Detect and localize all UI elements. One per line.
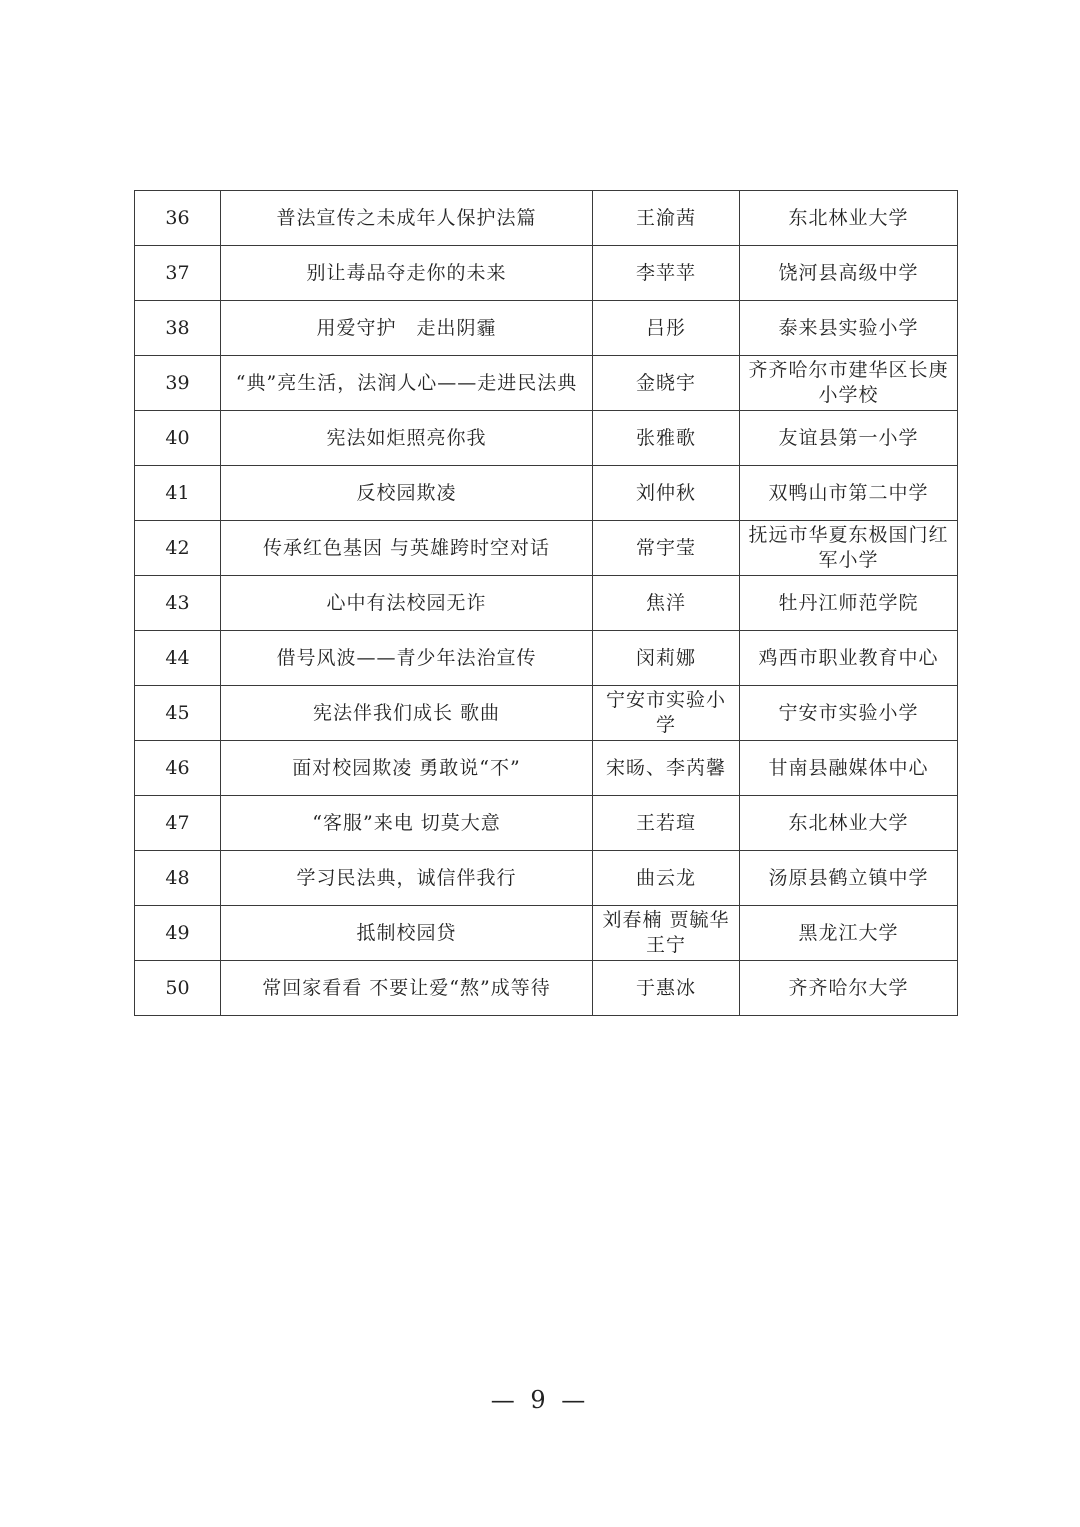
cell-author: 王渝茜 [593, 191, 740, 246]
cell-number: 41 [135, 466, 221, 521]
cell-title: 学习民法典，诚信伴我行 [221, 851, 593, 906]
cell-title: 宪法如炬照亮你我 [221, 411, 593, 466]
table-row [135, 411, 958, 466]
cell-author: 焦洋 [593, 576, 740, 631]
cell-unit: 甘南县融媒体中心 [740, 741, 958, 796]
cell-title: 借号风波——青少年法治宣传 [221, 631, 593, 686]
cell-author: 于惠冰 [593, 961, 740, 1016]
cell-number: 50 [135, 961, 221, 1016]
cell-number: 37 [135, 246, 221, 301]
cell-title: 抵制校园贷 [221, 906, 593, 961]
cell-number: 49 [135, 906, 221, 961]
cell-title: 宪法伴我们成长 歌曲 [221, 686, 593, 741]
cell-unit: 黑龙江大学 [740, 906, 958, 961]
table-row [135, 741, 958, 796]
cell-number: 38 [135, 301, 221, 356]
cell-number: 42 [135, 521, 221, 576]
cell-unit: 抚远市华夏东极国门红军小学 [740, 521, 958, 576]
cell-title: 普法宣传之未成年人保护法篇 [221, 191, 593, 246]
table-row [135, 631, 958, 686]
cell-author: 刘春楠 贾毓华 王宁 [593, 906, 740, 961]
cell-unit: 饶河县高级中学 [740, 246, 958, 301]
cell-author: 金晓宇 [593, 356, 740, 411]
cell-number: 46 [135, 741, 221, 796]
cell-unit: 泰来县实验小学 [740, 301, 958, 356]
table-row [135, 356, 958, 411]
cell-unit: 双鸭山市第二中学 [740, 466, 958, 521]
cell-title: 面对校园欺凌 勇敢说“不” [221, 741, 593, 796]
cell-author: 闵莉娜 [593, 631, 740, 686]
cell-author: 王若瑄 [593, 796, 740, 851]
cell-unit: 牡丹江师范学院 [740, 576, 958, 631]
cell-number: 44 [135, 631, 221, 686]
cell-number: 43 [135, 576, 221, 631]
table-row [135, 521, 958, 576]
cell-author: 曲云龙 [593, 851, 740, 906]
cell-author: 常宇莹 [593, 521, 740, 576]
cell-unit: 宁安市实验小学 [740, 686, 958, 741]
cell-title: 常回家看看 不要让爱“熬”成等待 [221, 961, 593, 1016]
cell-author: 李苹苹 [593, 246, 740, 301]
cell-number: 40 [135, 411, 221, 466]
cell-number: 45 [135, 686, 221, 741]
table-row [135, 466, 958, 521]
table-row [135, 576, 958, 631]
award-list-table [134, 190, 958, 1016]
table-row [135, 301, 958, 356]
cell-author: 吕彤 [593, 301, 740, 356]
cell-title: “典”亮生活，法润人心——走进民法典 [221, 356, 593, 411]
table-row [135, 851, 958, 906]
cell-author: 张雅歌 [593, 411, 740, 466]
cell-author: 宋旸、李芮馨 [593, 741, 740, 796]
cell-number: 48 [135, 851, 221, 906]
cell-unit: 汤原县鹤立镇中学 [740, 851, 958, 906]
cell-title: “客服”来电 切莫大意 [221, 796, 593, 851]
cell-title: 反校园欺凌 [221, 466, 593, 521]
page-number: — 9 — [490, 1386, 590, 1414]
cell-author: 宁安市实验小学 [593, 686, 740, 741]
table-row [135, 961, 958, 1016]
cell-title: 用爱守护 走出阴霾 [221, 301, 593, 356]
cell-title: 别让毒品夺走你的未来 [221, 246, 593, 301]
table-row [135, 686, 958, 741]
cell-number: 39 [135, 356, 221, 411]
cell-unit: 友谊县第一小学 [740, 411, 958, 466]
cell-number: 47 [135, 796, 221, 851]
table-row [135, 906, 958, 961]
cell-unit: 东北林业大学 [740, 796, 958, 851]
cell-unit: 鸡西市职业教育中心 [740, 631, 958, 686]
cell-unit: 东北林业大学 [740, 191, 958, 246]
table-row [135, 246, 958, 301]
table-body [135, 191, 958, 1016]
cell-author: 刘仲秋 [593, 466, 740, 521]
table-row [135, 191, 958, 246]
table-row [135, 796, 958, 851]
cell-unit: 齐齐哈尔市建华区长庚小学校 [740, 356, 958, 411]
cell-title: 传承红色基因 与英雄跨时空对话 [221, 521, 593, 576]
cell-unit: 齐齐哈尔大学 [740, 961, 958, 1016]
cell-title: 心中有法校园无诈 [221, 576, 593, 631]
cell-number: 36 [135, 191, 221, 246]
